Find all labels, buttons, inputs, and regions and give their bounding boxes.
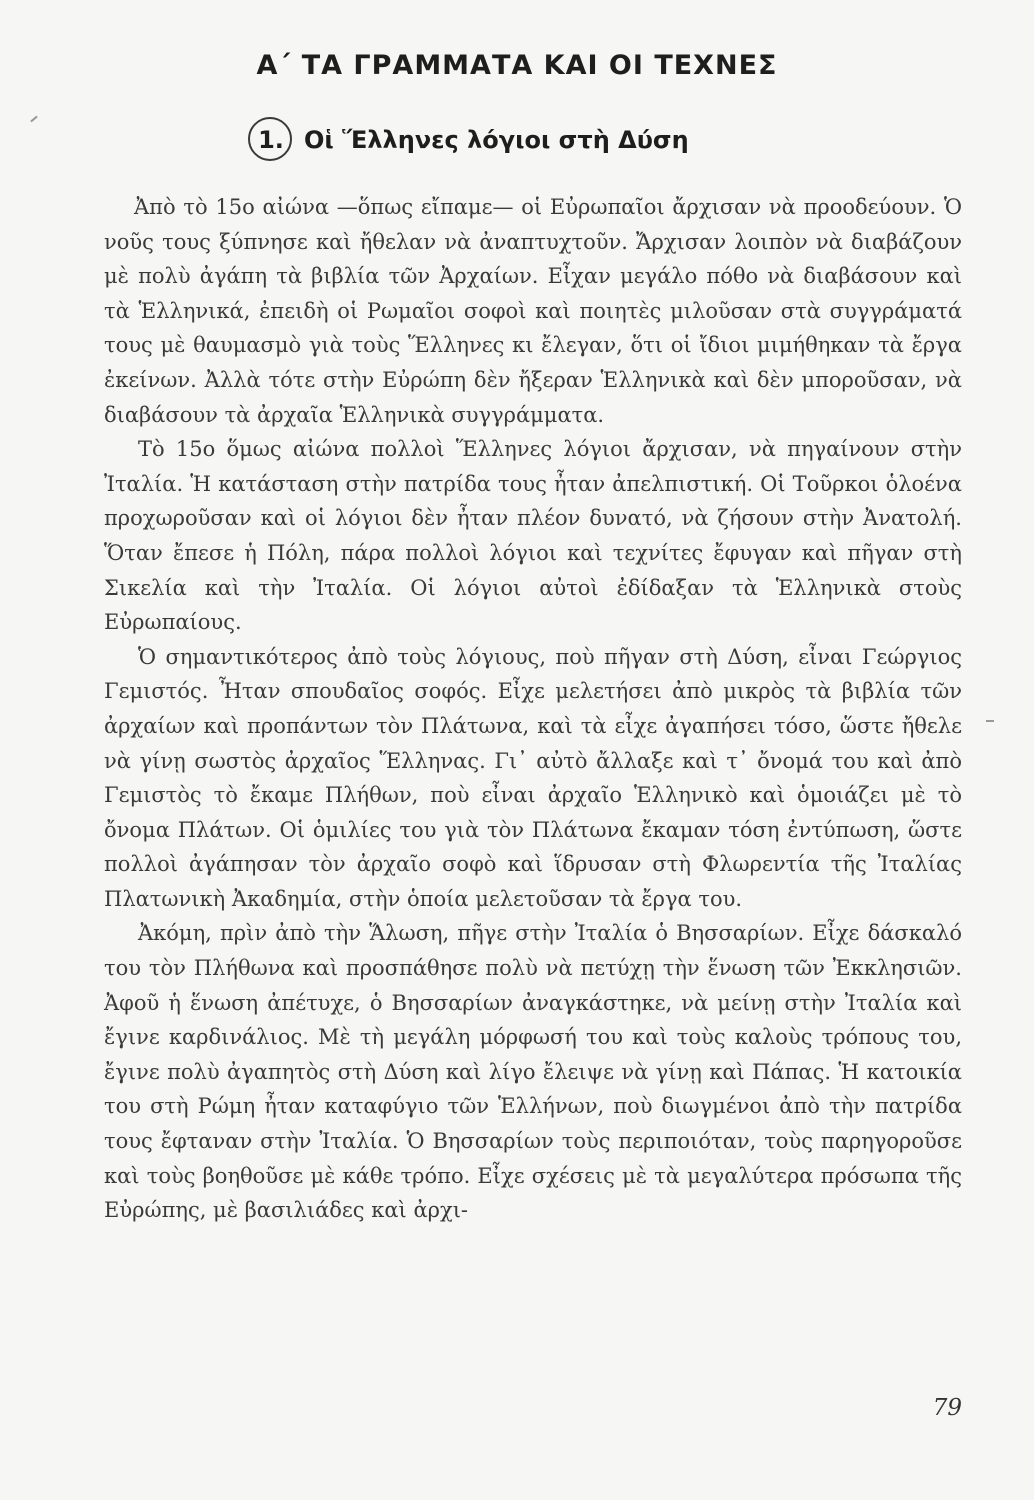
paragraph-4: Ἀκόμη, πρὶν ἀπὸ τὴν Ἅλωση, πῆγε στὴν Ἰταλία ὁ Βησσαρίων. Εἶχε δάσκαλό του τὸν Πλήθωνα καὶ προσπάθησε πολὺ νὰ πετύχῃ τὴν ἕνωση τῶν Ἐκκλησιῶν. Ἀφοῦ ἡ ἕνωση ἀπέτυχε, ὁ Βησσαρίων ἀναγκάστηκε, νὰ μείνῃ στὴν Ἰταλία καὶ ἔγινε καρδινάλιος. Μὲ τὴ μεγάλη μόρφωσή του καὶ τοὺς καλοὺς τρόπους του, ἔγινε πολὺ ἀγαπητὸς στὴ Δύση καὶ λίγο ἔλειψε νὰ γίνῃ καὶ Πάπας. Ἡ κατοικία του στὴ Ρώμη ἦταν καταφύγιο τῶν Ἑλλήνων, ποὺ διωγμένοι ἀπὸ τὴν πατρίδα τους ἔφταναν στὴν Ἰταλία. Ὁ Βησσαρίων τοὺς περιποιόταν, τοὺς παρηγοροῦσε καὶ τοὺς βοηθοῦσε μὲ κάθε τρόπο. Εἶχε σχέσεις μὲ τὰ μεγαλύτερα πρόσωπα τῆς Εὐρώπης, μὲ βασιλιάδες καὶ ἀρχι- xyxy=(104,921,962,1223)
section-title: Οἱ Ἕλληνες λόγιοι στὴ Δύση xyxy=(304,126,689,154)
margin-dash-mark xyxy=(986,720,994,722)
paragraph-2: Τὸ 15ο ὅμως αἰώνα πολλοὶ Ἕλληνες λόγιοι ἄρχισαν, νὰ πηγαίνουν στὴν Ἰταλία. Ἡ κατάσταση στὴν πατρίδα τους ἦταν ἀπελπιστική. Οἱ Τοῦρκοι ὁλοένα προχωροῦσαν καὶ οἱ λόγιοι δὲν ἦταν πλέον δυνατό, νὰ ζήσουν στὴν Ἀνατολή. Ὅταν ἔπεσε ἡ Πόλη, πάρα πολλοὶ λόγιοι καὶ τεχνίτες ἔφυγαν καὶ πῆγαν στὴ Σικελία καὶ τὴν Ἰταλία. Οἱ λόγιοι αὐτοὶ ἐδίδαξαν τὰ Ἑλληνικὰ στοὺς Εὐρωπαίους. xyxy=(104,437,962,635)
section-number-marked xyxy=(248,117,294,163)
margin-tick-mark xyxy=(30,116,37,123)
section-heading xyxy=(248,115,689,165)
page-number: 79 xyxy=(932,1395,962,1421)
paragraph-1: Ἀπὸ τὸ 15ο αἰώνα —ὅπως εἴπαμε— οἱ Εὐρωπαῖοι ἄρχισαν νὰ προοδεύουν. Ὁ νοῦς τους ξύπνησε καὶ ἤθελαν νὰ ἀναπτυχτοῦν. Ἄρχισαν λοιπὸν νὰ διαβάζουν μὲ πολὺ ἀγάπη τὰ βιβλία τῶν Ἀρχαίων. Εἶχαν μεγάλο πόθο νὰ διαβάσουν καὶ τὰ Ἑλληνικά, ἐπειδὴ οἱ Ρωμαῖοι σοφοὶ καὶ ποιητὲς μιλοῦσαν στὰ συγγράματά τους μὲ θαυμασμὸ γιὰ τοὺς Ἕλληνες κι ἔλεγαν, ὅτι οἱ ἴδιοι μιμήθηκαν τὰ ἔργα ἐκείνων. Ἀλλὰ τότε στὴν Εὐρώπη δὲν ἤξεραν Ἑλληνικὰ καὶ δὲν μποροῦσαν, νὰ διαβάσουν τὰ ἀρχαῖα Ἑλληνικὰ συγγράμματα. xyxy=(104,195,962,427)
chapter-title: Α΄ ΤΑ ΓΡΑΜΜΑΤΑ ΚΑΙ ΟΙ ΤΕΧΝΕΣ xyxy=(256,50,778,81)
paragraph-3: Ὁ σημαντικότερος ἀπὸ τοὺς λόγιους, ποὺ πῆγαν στὴ Δύση, εἶναι Γεώργιος Γεμιστός. Ἦταν σπουδαῖος σοφός. Εἶχε μελετήσει ἀπὸ μικρὸς τὰ βιβλία τῶν ἀρχαίων καὶ προπάντων τὸν Πλάτωνα, καὶ τὰ εἶχε ἀγαπήσει τόσο, ὥστε ἤθελε νὰ γίνῃ σωστὸς ἀρχαῖος Ἕλληνας. Γι᾽ αὐτὸ ἄλλαξε καὶ τ᾽ ὄνομά του καὶ ἀπὸ Γεμιστὸς τὸ ἔκαμε Πλήθων, ποὺ εἶναι ἀρχαῖο Ἑλληνικὸ καὶ ὁμοιάζει μὲ τὸ ὄνομα Πλάτων. Οἱ ὁμιλίες του γιὰ τὸν Πλάτωνα ἔκαμαν τόση ἐντύπωση, ὥστε πολλοὶ ἀγάπησαν τὸν ἀρχαῖο σοφὸ καὶ ἵδρυσαν στὴ Φλωρεντία τῆς Ἰταλίας Πλατωνικὴ Ἀκαδημία, στὴν ὁποία μελετοῦσαν τὰ ἔργα του. xyxy=(104,644,962,911)
section-number: 1. xyxy=(258,126,284,154)
body-text xyxy=(104,190,962,1228)
